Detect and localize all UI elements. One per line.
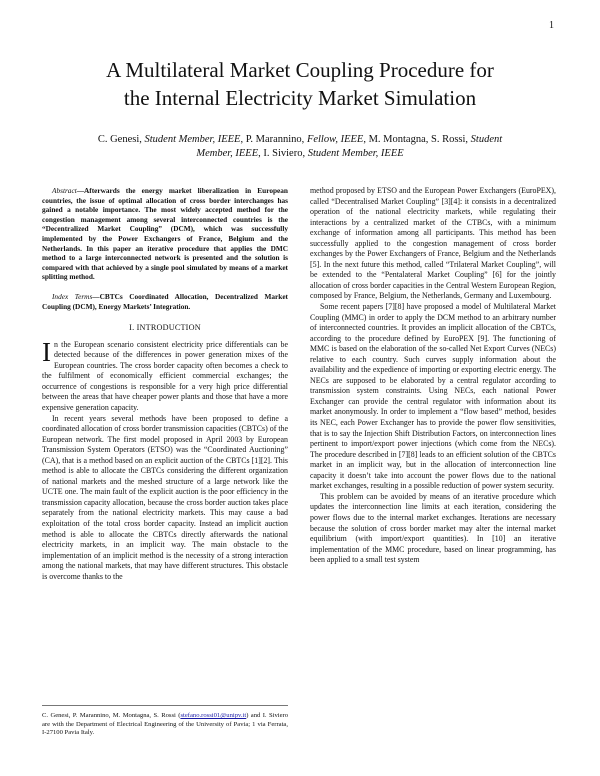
intro-paragraph-2: In recent years several methods have been proposed to define a coordinated allocation of cross border transmission capacities (CBTCs) of the European network. The first model proposed in April 2003 by European Transmission System Operators (ETSO) was the “Coordinated Auctioning” (CA), that is a method based on an explicit auction of the CBTCs [1][2]. This method is able to allocate the CBTCs considering the different organization of national markets and the meshed structure of a large network like the UCTE one. The main fault of the explicit auction is the poor efficiency in the transmission capacity allocation, because the cross border auction takes place separately from the national electricity markets. This may cause a bad exploitation of the total cross border capacity. Instead an implicit auction method is able to allocate the CBTCs directly afterwards the national electricity markets, in an implicit way. The main obstacle to the implementation of an implicit method is the necessity of a strong interaction among the national markets, that may have different structures. This obstacle is overcome thanks to the bbox=[42, 413, 288, 581]
footnote-text: C. Genesi, P. Marannino, M. Montagna, S. Rossi ( bbox=[42, 712, 181, 719]
author-title: Member, IEEE bbox=[196, 148, 259, 159]
body-paragraph-1: method proposed by ETSO and the European Power Exchangers (EuroPEX), called “Decentralised Market Coupling” [3][4]: it consists in a decentralized operation of the national electricity markets, while regulating their interactions by a centralized market of the CTBCs, with a minimum exchange of information among all participants. This method has been successfully applied to the congestion management of cross border exchanges by the Power Exchangers of France, Belgium and the Netherlands [5]. In the next future this method, called “Trilateral Market Coupling”, will be extended to the “Pentalateral Market Coupling” [6] for the jointly allocation of cross border capacities in the Central Western European Region, composed by France, Belgium, the Netherlands, Germany and Luxembourg. bbox=[310, 186, 556, 301]
title-line-2: the Internal Electricity Market Simulation bbox=[123, 86, 477, 110]
footnote bbox=[42, 705, 288, 738]
author-text: , P. Marannino, bbox=[240, 134, 307, 145]
author-text: C. Genesi, bbox=[97, 134, 145, 145]
body-paragraph-3: This problem can be avoided by means of an iterative procedure which updates the interconnection line limits at each iteration, considering the power flows due to the internal market exchanges. Iterations are necessary because the solution of cross border market may alter the internal market equilibrium (with import/export quantities). In [10] an iterative implementation of the MMC procedure, based on linear programming, has been applied to a small test system bbox=[310, 491, 556, 565]
author-line-1 bbox=[60, 133, 540, 147]
author-title: Fellow, IEEE bbox=[306, 134, 364, 145]
right-column bbox=[310, 186, 556, 566]
abstract-text: —Afterwards the energy market liberalization in European countries, the issue of optimal allocation of cross border interchanges has gained a notable importance. The most widely accepted method for the congestion management among several interconnected countries is the “Decentralized Market Coupling” (DCM), which was successfully implemented by the Power Exchangers of France, Belgium and the Netherlands. In this paper an iterative procedure that applies the DMC method to a large interconnected network is presented and the solution is compared with that achieved by a single pool simulated by means of a market splitting method. bbox=[42, 186, 288, 282]
body-paragraph-2: Some recent papers [7][8] have proposed a model of Multilateral Market Coupling (MMC) in order to apply the DCM method to an arbitrary number of interconnected countries. It provides an implicit allocation of the CBTCs, according to the procedure defined by EuroPEX [9]. The functioning of MMC is based on the elaboration of the so-called Net Export Curves (NECs) relative to each country. Such curves supply information about the availability and the expedience of importing or exporting electric energy. The NECs are supposed to be elaborated by a central regulator according to transmission system constraints. Using NECs, each national Power Exchanger can provide the central regulator with information about its market anonymously. In order to implement a “flow based” method, besides its NEC, each Power Exchanger has to provide the power flow sensitivities, that is to say the Injection Shift Distribution Factors, on interconnection lines pertinent to import/export power injections (which come from the NECs). The procedure described in [7][8] leads to an efficient solution of the CBTCs market in an implicit way, but in the allocation of interconnection line capacity it doesn’t take into account the power flows due to the national market exchanges, resulting in a possible reduction of power system security. bbox=[310, 302, 556, 491]
author-text: , I. Siviero, bbox=[258, 148, 308, 159]
author-title: Student bbox=[470, 134, 503, 145]
index-terms-label: Index Terms bbox=[52, 291, 93, 301]
title-line-1: A Multilateral Market Coupling Procedure for bbox=[106, 58, 494, 82]
abstract bbox=[42, 186, 288, 282]
paper-title bbox=[40, 56, 560, 112]
author-line-2 bbox=[60, 147, 540, 161]
abstract-label: Abstract bbox=[52, 186, 77, 195]
author-title: Student Member, IEEE bbox=[144, 134, 241, 145]
footnote-text: ) and I. Siviero are with the Department of Electrical Engineering of the University of Pavia; 1 via Ferrata, I-27100 Pavia Italy. bbox=[42, 712, 289, 737]
intro-paragraph-1 bbox=[42, 336, 288, 414]
page-number: 1 bbox=[549, 20, 554, 31]
paragraph-text: n the European scenario consistent electricity price differentials can be detected because of the differences in power generation mixes of the European countries. The cross border capacity often becomes a check to the fulfilment of economically efficient commercial exchanges; the occurrence of congestions is responsible for a very high price differential between the areas that have cheaper power plants and those that have a more expensive generation capacity. bbox=[42, 339, 288, 412]
author-list bbox=[60, 133, 540, 161]
index-terms-text: —CBTCs Coordinated Allocation, Decentralized Market Coupling (DCM), Energy Markets’ Integration. bbox=[42, 291, 288, 311]
index-terms bbox=[42, 292, 288, 311]
left-column bbox=[42, 186, 288, 582]
author-title: Student Member, IEEE bbox=[307, 148, 404, 159]
drop-cap: I bbox=[42, 336, 51, 367]
author-text: , M. Montagna, S. Rossi, bbox=[363, 134, 471, 145]
email-link[interactable]: stefano.rossi01@unipv.it bbox=[180, 712, 247, 719]
section-heading: I. INTRODUCTION bbox=[129, 323, 201, 333]
